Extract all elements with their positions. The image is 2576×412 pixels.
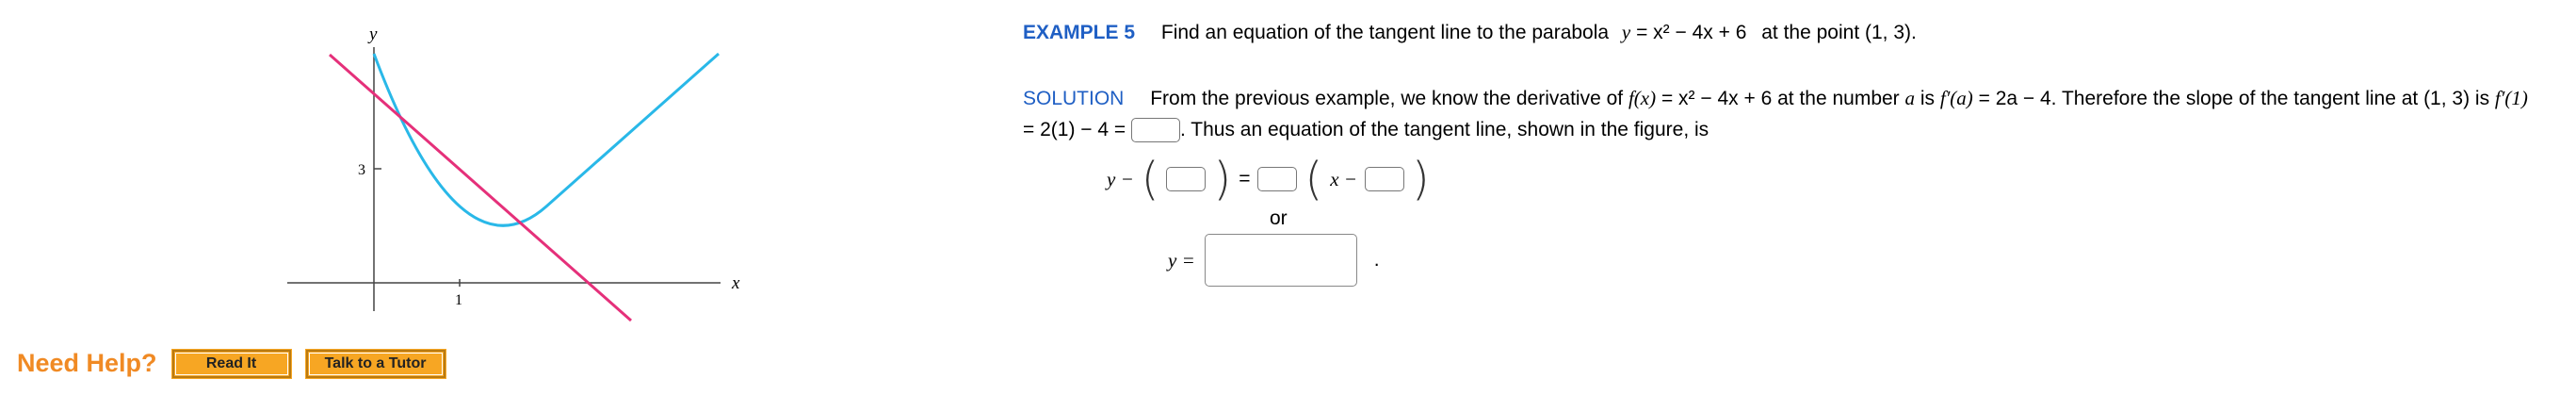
y-axis-label: y <box>369 25 378 44</box>
example-eq-y: y <box>1621 21 1631 43</box>
or-text: or <box>1270 207 1288 229</box>
solution-text-2: = x² − 4x + 6 at the number <box>1656 88 1905 109</box>
final-equation-input[interactable] <box>1205 234 1357 287</box>
close-paren: ) <box>1213 153 1232 206</box>
solution-label: SOLUTION <box>1023 88 1125 109</box>
x-axis-label: x <box>732 273 740 293</box>
help-bar <box>17 349 446 378</box>
open-paren: ( <box>1141 153 1159 206</box>
solution-text-4: = 2a − 4. Therefore the slope of the tangent line at (1, 3) is <box>1972 88 2495 109</box>
slope-input[interactable] <box>1257 167 1297 191</box>
slope-intercept-equation <box>1168 234 1380 287</box>
eq-x-minus: x − <box>1330 167 1357 190</box>
eq-y-equals: y = <box>1168 248 1195 272</box>
eq-equals: = <box>1239 168 1251 190</box>
solution-text-5: = 2(1) − 4 = <box>1023 119 1131 140</box>
solution-fp1: f′(1) <box>2494 87 2528 109</box>
need-help-label: Need Help? <box>17 349 157 377</box>
x1-input[interactable] <box>1365 167 1404 191</box>
y-tick-label: 3 <box>358 162 365 178</box>
solution-paragraph <box>1023 83 2530 145</box>
example-eq-rest: = x² − 4x + 6 <box>1630 22 1747 43</box>
read-it-button[interactable]: Read It <box>172 350 291 378</box>
solution-fpa: f′(a) <box>1939 87 1973 109</box>
solution-text-3: is <box>1915 88 1940 109</box>
eq-y-minus: y − <box>1107 167 1134 190</box>
example-heading <box>1023 21 1917 44</box>
solution-fx: f(x) <box>1628 87 1657 109</box>
point-slope-equation <box>1107 153 1430 206</box>
close-paren-2: ) <box>1411 153 1430 206</box>
solution-text-6: . Thus an equation of the tangent line, shown in the figure, is <box>1180 119 1709 140</box>
eq-period: . <box>1373 249 1380 271</box>
example-prompt-pre: Find an equation of the tangent line to the parabola <box>1160 22 1610 43</box>
tangent-line <box>330 55 631 321</box>
tangent-line-graph <box>264 19 772 330</box>
talk-to-tutor-button[interactable]: Talk to a Tutor <box>306 350 446 378</box>
slope-answer-input[interactable] <box>1131 118 1180 142</box>
open-paren-2: ( <box>1304 153 1323 206</box>
example-prompt-post: at the point (1, 3). <box>1761 22 1917 43</box>
solution-text-1: From the previous example, we know the derivative of <box>1150 88 1624 109</box>
example-label: EXAMPLE 5 <box>1023 22 1136 43</box>
solution-a: a <box>1904 87 1916 109</box>
y1-input[interactable] <box>1166 167 1206 191</box>
x-tick-label: 1 <box>455 292 462 308</box>
